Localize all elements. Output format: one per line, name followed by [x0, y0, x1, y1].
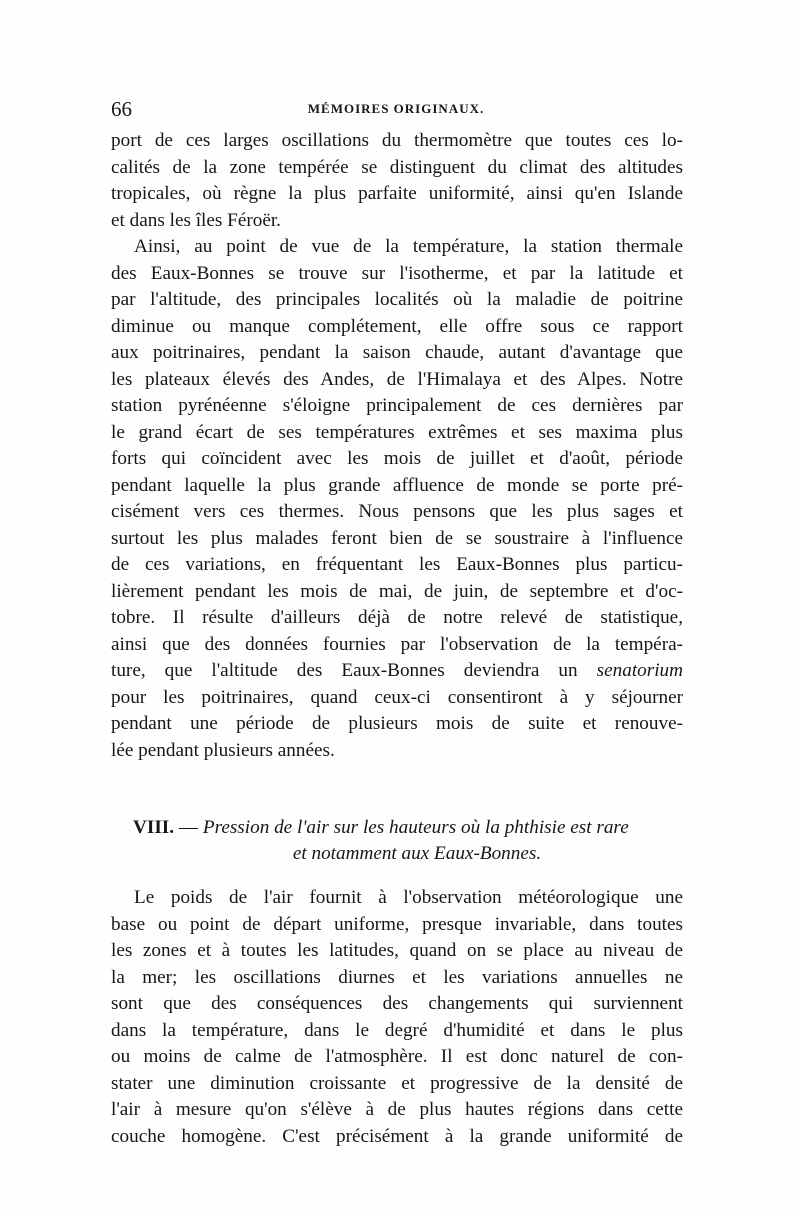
- text-line: pendant une période de plusieurs mois de suite et renouve-: [111, 713, 683, 734]
- section-text-block: [111, 885, 683, 1150]
- text-line-with-italic: [111, 658, 683, 685]
- running-title: MÉMOIRES ORIGINAUX.: [307, 101, 485, 116]
- text-line: station pyrénéenne s'éloigne principalement de ces dernières par: [111, 395, 683, 416]
- text-line: ou moins de calme de l'atmosphère. Il est donc naturel de con-: [111, 1046, 683, 1067]
- text-line: port de ces larges oscillations du thermomètre que toutes ces lo-: [111, 130, 683, 151]
- text-line: Ainsi, au point de vue de la température, la station thermale: [134, 236, 683, 257]
- text-line: tobre. Il résulte d'ailleurs déjà de notre relevé de statistique,: [111, 607, 683, 628]
- text-line: les plateaux élevés des Andes, de l'Himalaya et des Alpes. Notre: [111, 368, 683, 390]
- main-text-block: [111, 128, 683, 764]
- text-line: et dans les îles Féroër.: [111, 209, 281, 231]
- text-line: les zones et à toutes les latitudes, quand on se place au niveau de: [111, 940, 683, 961]
- text-line: sont que des conséquences des changements qui surviennent: [111, 993, 683, 1014]
- text-line: pendant laquelle la plus grande affluence de monde se porte pré-: [111, 474, 683, 496]
- section-title-part-2: et notamment aux Eaux-Bonnes.: [292, 843, 542, 864]
- text-line: ainsi que des données fournies par l'observation de la tempéra-: [111, 633, 683, 655]
- text-line: le grand écart de ses températures extrêmes et ses maxima plus: [111, 421, 683, 443]
- section-heading: [111, 815, 683, 867]
- text-line: stater une diminution croissante et progressive de la densité de: [111, 1072, 683, 1094]
- text-line: aux poitrinaires, pendant la saison chaude, autant d'avantage que: [111, 342, 683, 363]
- text-line: diminue ou manque complétement, elle offre sous ce rapport: [111, 315, 683, 337]
- text-line: tropicales, où règne la plus parfaite uniformité, ainsi qu'en Islande: [111, 183, 683, 204]
- text-line: couche homogène. C'est précisément à la grande uniformité de: [111, 1125, 683, 1147]
- text-line: des Eaux-Bonnes se trouve sur l'isotherme, et par la latitude et: [111, 262, 683, 284]
- text-line: dans la température, dans le degré d'humidité et dans le plus: [111, 1019, 683, 1041]
- text-line: par l'altitude, des principales localités où la maladie de poitrine: [111, 289, 683, 310]
- section-title-part-1: Pression de l'air sur les hauteurs où la phthisie est rare: [202, 817, 629, 838]
- text-line: base ou point de départ uniforme, presque invariable, dans toutes: [111, 913, 683, 935]
- text-line: lée pendant plusieurs années.: [111, 739, 335, 761]
- section-number: VIII.: [133, 817, 175, 838]
- text-line: calités de la zone tempérée se distinguent du climat des altitudes: [111, 156, 683, 178]
- text-line: l'air à mesure qu'on s'élève à de plus hautes régions dans cette: [111, 1099, 683, 1120]
- line-text: ture, que l'altitude des Eaux-Bonnes deviendra un: [111, 660, 578, 681]
- text-line: Le poids de l'air fournit à l'observation météorologique une: [134, 887, 683, 908]
- text-line: forts qui coïncident avec les mois de juillet et d'août, période: [111, 448, 683, 469]
- text-line: lièrement pendant les mois de mai, de juin, de septembre et d'oc-: [111, 580, 683, 602]
- paragraph-2: [111, 234, 683, 764]
- text-line: pour les poitrinaires, quand ceux-ci consentiront à y séjourner: [111, 686, 683, 708]
- page-header: [111, 97, 681, 121]
- text-line: cisément vers ces thermes. Nous pensons que les plus sages et: [111, 501, 683, 522]
- paragraph-3: [111, 885, 683, 1150]
- section-dash: —: [178, 817, 199, 838]
- italic-term: senatorium: [596, 660, 683, 681]
- page-number: 66: [111, 97, 132, 121]
- text-line: surtout les plus malades feront bien de se soustraire à l'influence: [111, 527, 683, 549]
- paragraph-1: [111, 128, 683, 234]
- text-line: la mer; les oscillations diurnes et les variations annuelles ne: [111, 966, 683, 988]
- section-heading-line-1: [111, 815, 683, 841]
- text-line: de ces variations, en fréquentant les Eaux-Bonnes plus particu-: [111, 554, 683, 575]
